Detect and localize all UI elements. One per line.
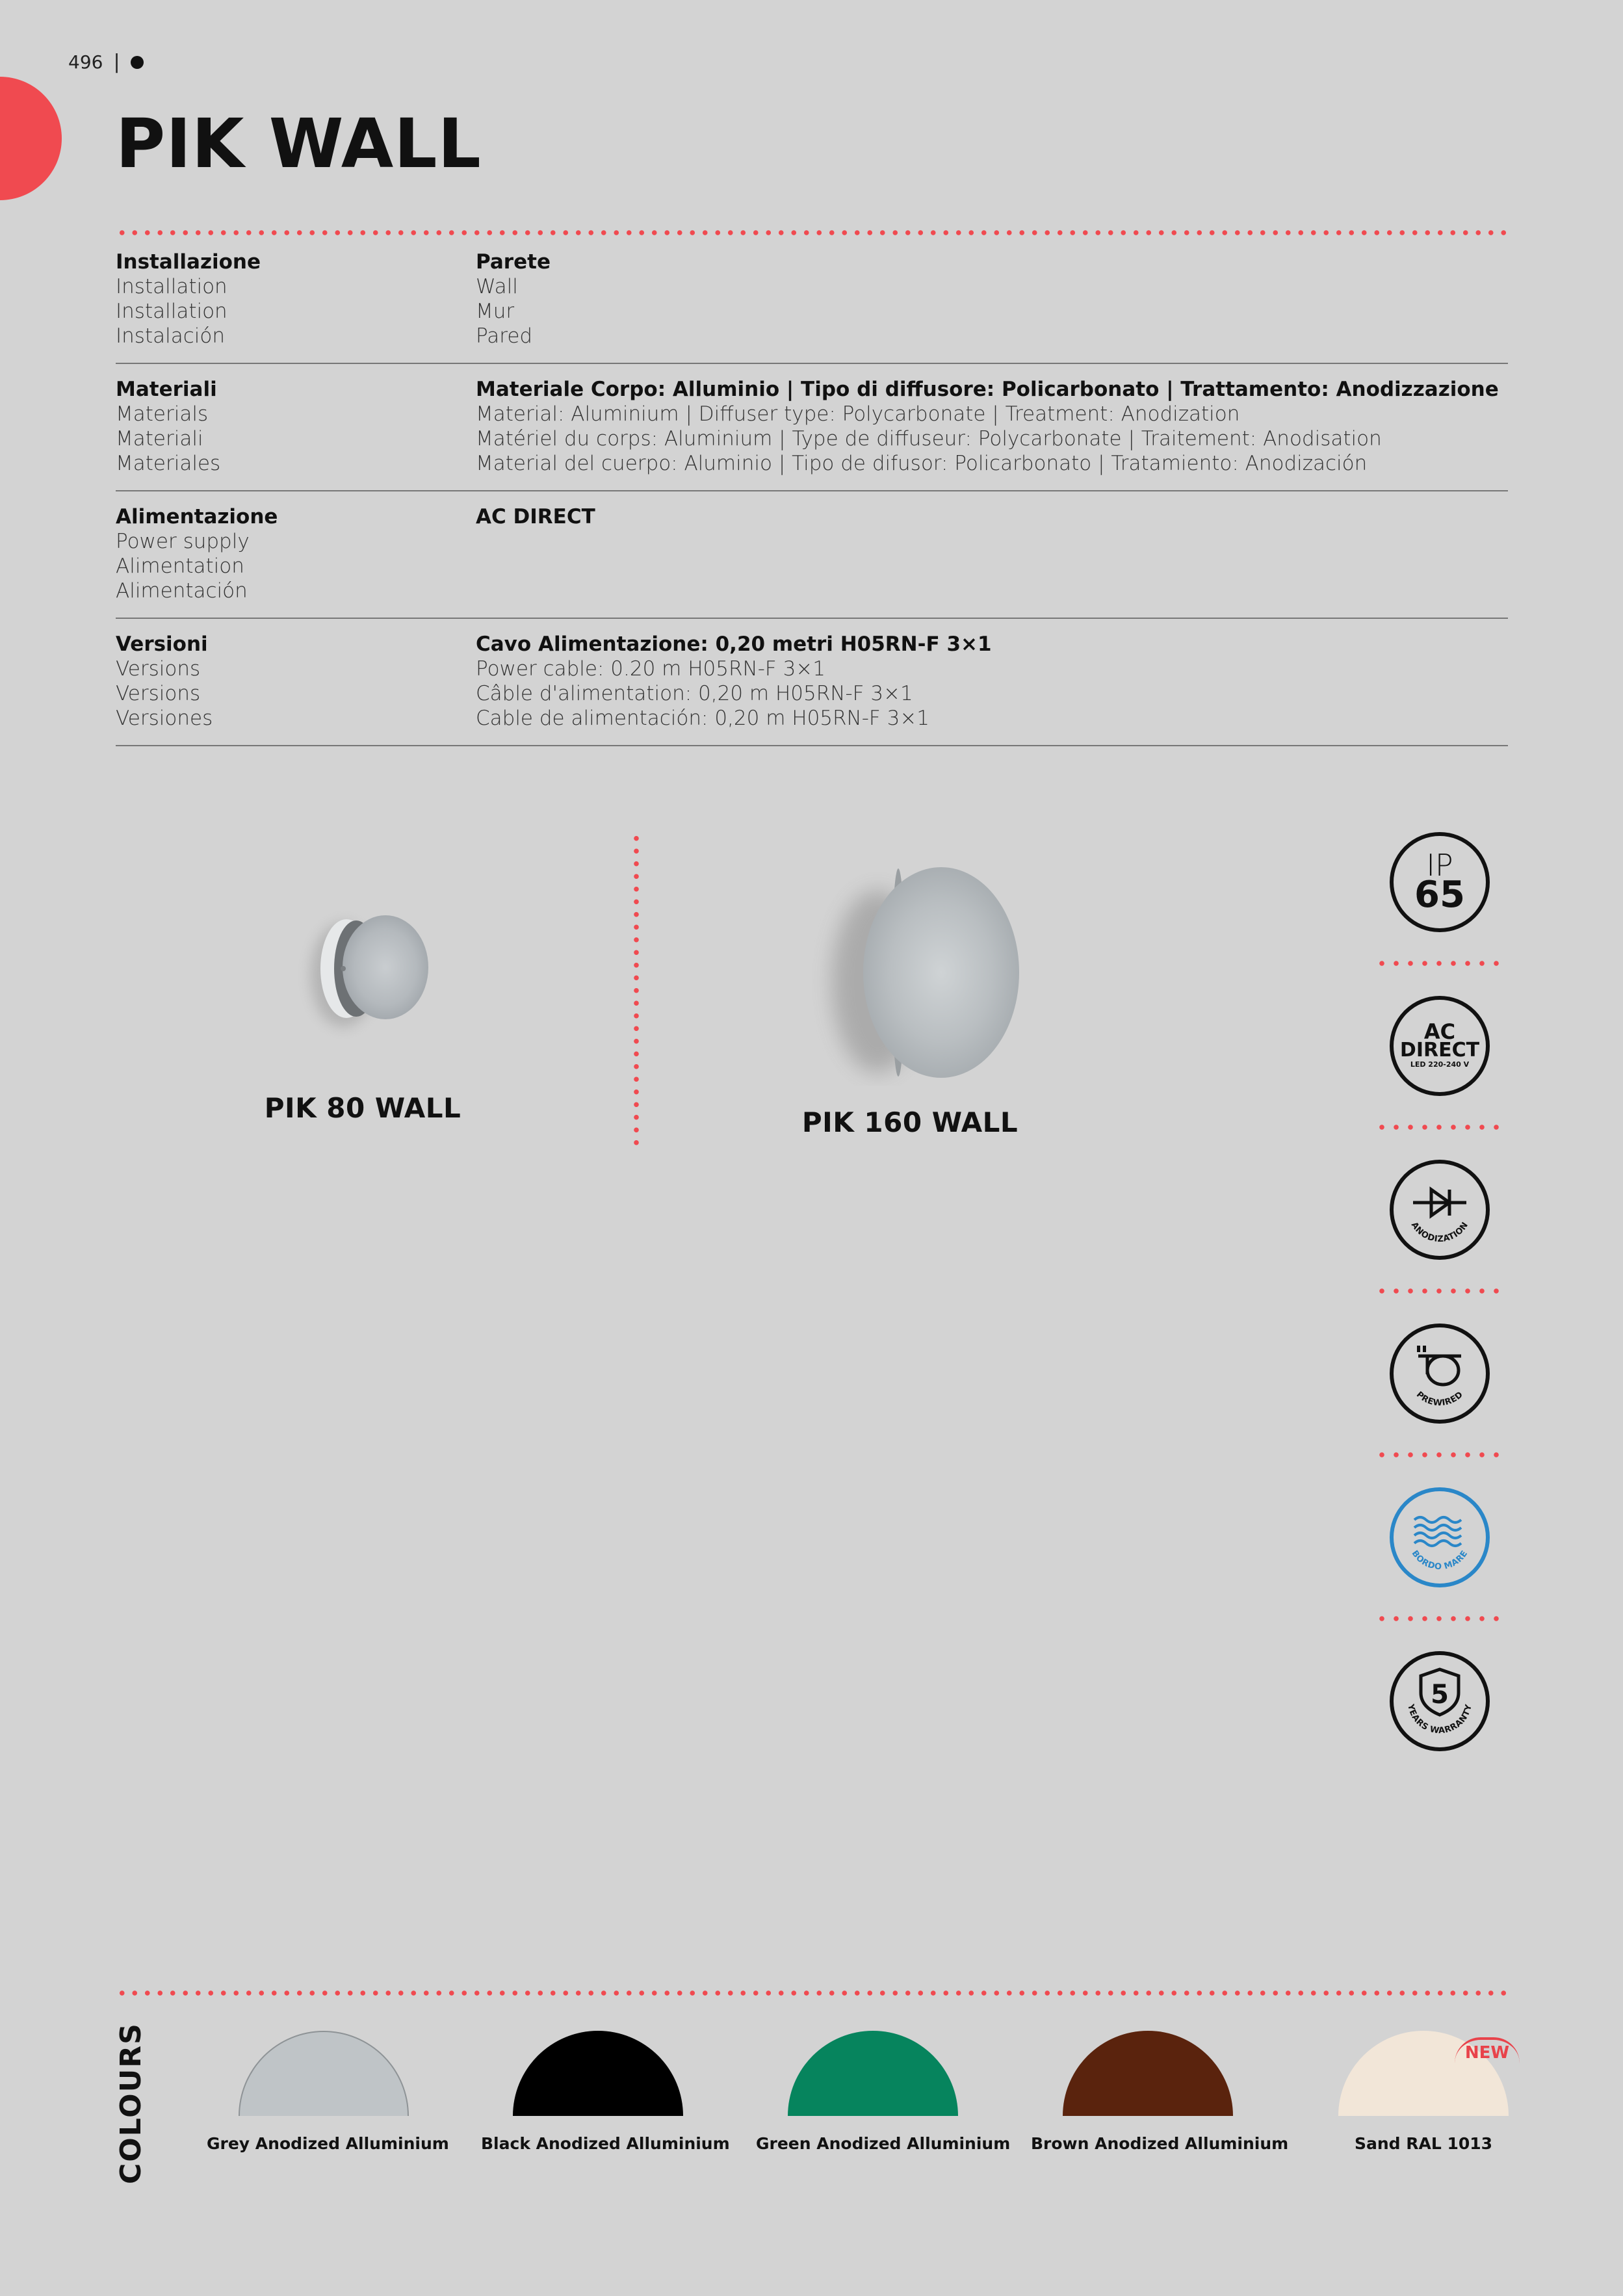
spec-label-it: Alimentazione xyxy=(116,505,278,528)
colour-swatch-brown xyxy=(1031,2031,1289,2153)
page-title: PIK WALL xyxy=(116,104,482,183)
spec-label-es: Versiones xyxy=(116,707,213,730)
product-pik-80-wall xyxy=(233,871,493,1124)
spec-value-en: Wall xyxy=(476,275,518,298)
new-badge: NEW xyxy=(1455,2037,1520,2063)
spec-value-es xyxy=(476,579,1508,603)
spec-value-it: Materiale Corpo: Alluminio | Tipo di diffusore: Policarbonato | Trattamento: Anodizzazione xyxy=(476,378,1499,401)
ip-label: IP xyxy=(1426,848,1453,883)
dotted-divider-top xyxy=(116,230,1508,235)
spec-value-en: Material: Aluminium | Diffuser type: Polycarbonate | Treatment: Anodization xyxy=(476,402,1240,426)
colour-dome xyxy=(788,2031,958,2116)
spec-value-fr xyxy=(476,554,1508,579)
svg-text:5: 5 xyxy=(1431,1680,1449,1710)
spec-value xyxy=(476,504,1508,603)
dotted-divider-vertical xyxy=(634,832,639,1151)
spec-value xyxy=(476,377,1508,476)
colour-dome xyxy=(1063,2031,1233,2116)
spec-label-it: Versioni xyxy=(116,633,208,656)
spec-label-en: Installation xyxy=(116,275,227,298)
colour-swatch-green xyxy=(756,2031,1011,2153)
bullet-icon xyxy=(131,56,144,69)
page-number-value: 496 xyxy=(68,51,103,73)
spec-label xyxy=(116,377,476,476)
colour-name: Green Anodized Alluminium xyxy=(756,2134,1011,2153)
shield-icon xyxy=(1394,1655,1486,1747)
spec-label xyxy=(116,250,476,348)
colour-dome xyxy=(513,2031,683,2116)
product-name: PIK 80 WALL xyxy=(264,1092,461,1124)
spec-label-en: Materials xyxy=(116,402,209,426)
ip65-badge xyxy=(1390,832,1490,932)
spec-label-it: Installazione xyxy=(116,250,261,274)
colour-dome xyxy=(239,2031,409,2116)
prewired-badge xyxy=(1390,1324,1490,1424)
anodization-badge xyxy=(1390,1160,1490,1260)
spec-label-fr: Materiali xyxy=(116,427,203,450)
spec-row-versions xyxy=(116,632,1508,746)
spec-value-fr: Câble d'alimentation: 0,20 m H05RN-F 3×1 xyxy=(476,682,913,705)
product-name: PIK 160 WALL xyxy=(801,1106,1019,1138)
feature-badges xyxy=(1375,832,1505,1751)
badge-divider xyxy=(1375,1452,1505,1457)
product-image-pik-80 xyxy=(272,871,454,1053)
spec-label-es: Instalación xyxy=(116,324,225,348)
page-number-separator: | xyxy=(113,51,120,73)
ac-direct-badge xyxy=(1390,996,1490,1096)
direct-label: DIRECT xyxy=(1399,1039,1480,1062)
spec-value-fr: Mur xyxy=(476,300,515,323)
product-pik-160-wall xyxy=(780,852,1040,1138)
colour-swatch-black xyxy=(481,2031,730,2153)
colours-heading: COLOURS xyxy=(114,2022,148,2184)
colour-name: Sand RAL 1013 xyxy=(1354,2134,1493,2153)
spec-value xyxy=(476,632,1508,731)
ac-label: AC xyxy=(1423,1019,1456,1044)
spec-label-fr: Versions xyxy=(116,682,201,705)
spec-value-it: Parete xyxy=(476,250,551,274)
colour-name: Black Anodized Alluminium xyxy=(481,2134,730,2153)
spec-row-power-supply xyxy=(116,504,1508,619)
badge-divider xyxy=(1375,1288,1505,1294)
svg-text:PREWIRED: PREWIRED xyxy=(1414,1389,1466,1409)
spec-row-installation xyxy=(116,250,1508,364)
spec-label-es: Materiales xyxy=(116,452,221,475)
diode-icon xyxy=(1394,1164,1486,1256)
colour-swatch-grey xyxy=(207,2031,449,2153)
svg-text:ANODIZATION: ANODIZATION xyxy=(1409,1220,1471,1245)
spec-value xyxy=(476,250,1508,348)
svg-text:YEARS WARRANTY: YEARS WARRANTY xyxy=(1405,1703,1474,1736)
spec-value-es: Cable de alimentación: 0,20 m H05RN-F 3×1 xyxy=(476,707,930,730)
dotted-divider-bottom xyxy=(116,1990,1508,1996)
page-number xyxy=(68,51,144,73)
spec-table xyxy=(116,250,1508,759)
colour-name: Brown Anodized Alluminium xyxy=(1031,2134,1289,2153)
spec-value-it: AC DIRECT xyxy=(476,505,595,528)
svg-text:BORDO MARE: BORDO MARE xyxy=(1409,1548,1470,1572)
spec-label-en: Power supply xyxy=(116,530,250,553)
spec-label-es: Alimentación xyxy=(116,579,248,603)
connector-icon xyxy=(1394,1327,1486,1420)
voltage-label: LED 220-240 V xyxy=(1410,1060,1470,1069)
warranty-badge xyxy=(1390,1651,1490,1751)
spec-label-it: Materiali xyxy=(116,378,217,401)
spec-value-it: Cavo Alimentazione: 0,20 metri H05RN-F 3×1 xyxy=(476,633,992,656)
spec-value-es: Pared xyxy=(476,324,533,348)
ip-rating: 65 xyxy=(1414,874,1465,916)
product-image-pik-160 xyxy=(793,852,1027,1086)
bordo-mare-badge xyxy=(1390,1487,1490,1587)
spec-value-en xyxy=(476,529,1508,554)
spec-value-es: Material del cuerpo: Aluminio | Tipo de difusor: Policarbonato | Tratamiento: Anodización xyxy=(476,452,1368,475)
spec-value-fr: Matériel du corps: Aluminium | Type de diffuseur: Polycarbonate | Traitement: Anodisation xyxy=(476,427,1382,450)
spec-label-fr: Alimentation xyxy=(116,554,244,578)
spec-label-fr: Installation xyxy=(116,300,227,323)
spec-row-materials xyxy=(116,377,1508,491)
badge-divider xyxy=(1375,1125,1505,1130)
spec-label xyxy=(116,632,476,731)
spec-label xyxy=(116,504,476,603)
badge-divider xyxy=(1375,1616,1505,1621)
colour-name: Grey Anodized Alluminium xyxy=(207,2134,449,2153)
spec-label-en: Versions xyxy=(116,657,201,681)
colour-swatch-sand xyxy=(1306,2031,1540,2153)
badge-divider xyxy=(1375,961,1505,966)
spec-value-en: Power cable: 0.20 m H05RN-F 3×1 xyxy=(476,657,825,681)
waves-icon xyxy=(1394,1491,1486,1584)
page-edge-tab xyxy=(0,77,62,200)
